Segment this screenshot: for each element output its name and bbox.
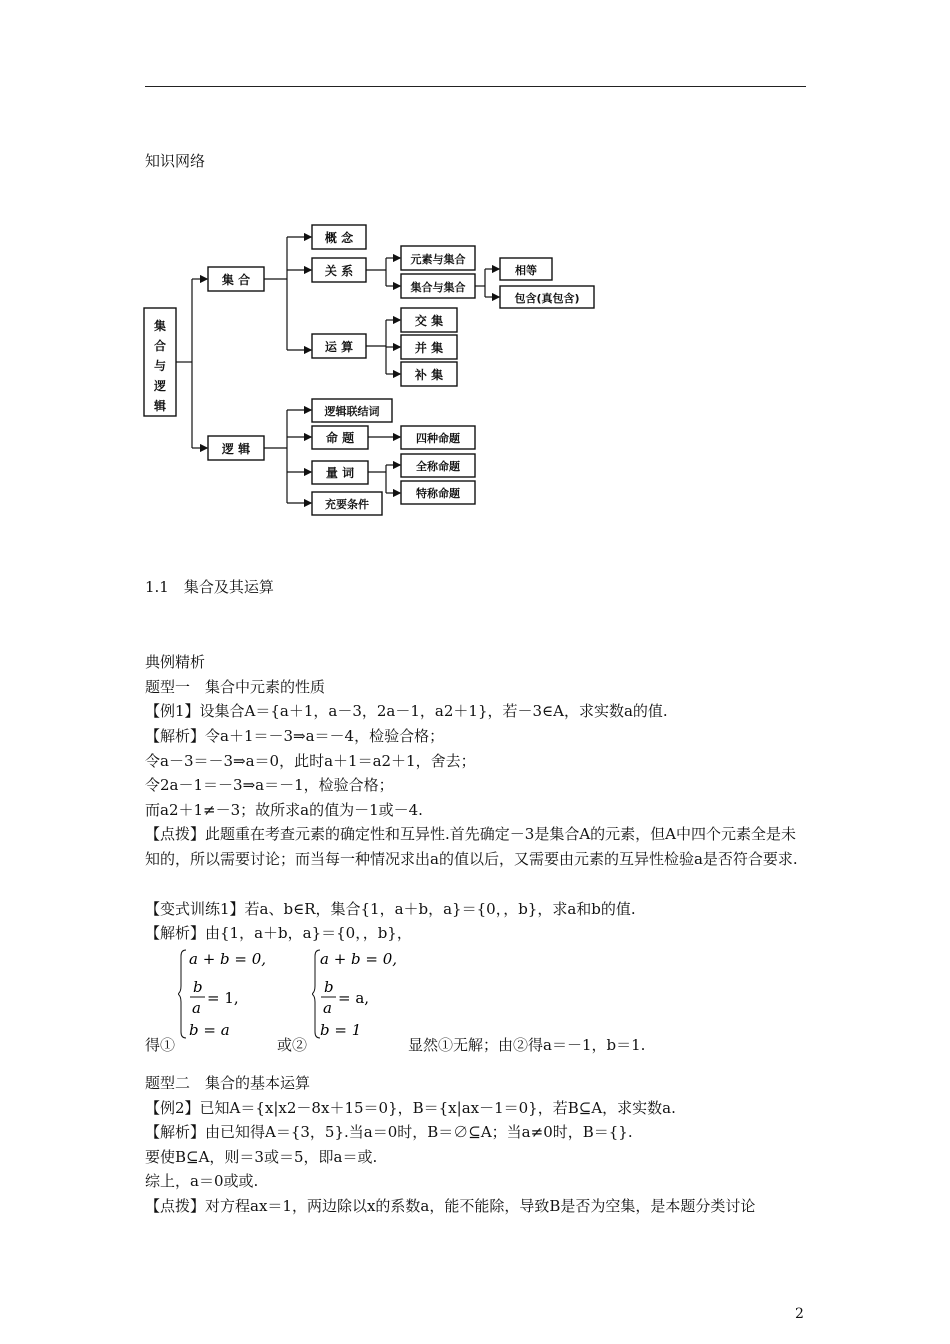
page-number: 2 [795,1306,804,1322]
knowledge-diagram [140,218,610,523]
note-2: 【点拨】对方程ax＝1，两边除以x的系数a，能不能除，导致B是否为空集，是本题分类讨论 [145,1197,756,1215]
intersect-label: 交 集 [414,314,444,328]
example-1: 【例1】设集合A＝{a＋1，a－3，2a－1，a2＋1}，若－3∈A，求实数a的值. [145,702,668,720]
solution-1-line-4: 而a2＋1≠－3；故所求a的值为－1或－4. [145,801,423,819]
set-set-label: 集合与集合 [410,281,466,294]
root-char-5: 辑 [153,399,167,413]
note-1: 【点拨】此题重在考查元素的确定性和互异性.首先确定－3是集合A的元素，但A中四个元素全是未知的，所以需要讨论；而当每一种情况求出a的值以后，又需要由元素的互异性检验a是否符合要求. [145,825,798,868]
get-1-label: 得① [145,1036,176,1054]
union-label: 并 集 [414,341,444,355]
sys2-line-1: a + b = 0, [320,950,398,968]
quantifier-label: 量 词 [325,466,355,480]
condition-label: 充要条件 [325,498,369,511]
equation-system-1 [178,946,278,1050]
logic-label: 逻 辑 [221,442,251,456]
contain-label: 包含(真包含) [514,292,580,305]
sys1-rhs: = 1, [207,989,239,1007]
sys2-rhs: = a, [338,989,370,1007]
root-char-1: 集 [153,319,167,333]
root-char-3: 与 [153,359,167,373]
type2-heading: 题型二 集合的基本运算 [145,1074,311,1092]
solution-1-line-3: 令2a－1＝－3⇒a＝－1，检验合格； [145,776,394,794]
solution-2-line-2: 要使B⊆A，则＝3或＝5，即a＝或. [145,1148,378,1166]
sys1-denominator: a [192,999,201,1017]
existential-label: 特称命题 [416,487,460,500]
relation-label: 关 系 [324,264,354,278]
sys1-line-3: b = a [189,1021,230,1039]
complement-label: 补 集 [414,368,444,382]
sys2-line-3: b = 1 [320,1021,362,1039]
sys1-numerator: b [193,978,203,996]
solution-1-line-1: 【解析】令a＋1＝－3⇒a＝－4，检验合格； [145,727,445,745]
universal-label: 全称命题 [416,460,460,473]
elem-set-label: 元素与集合 [410,253,466,266]
proposition-label: 命 题 [325,431,355,445]
set-label: 集 合 [221,273,251,287]
header-rule [145,86,806,87]
operation-label: 运 算 [324,340,354,354]
root-char-2: 合 [153,339,167,353]
solution-1-line-2: 令a－3＝－3⇒a＝0，此时a＋1＝a2＋1，舍去； [145,752,476,770]
solution-2-line-3: 综上，a＝0或或. [145,1172,259,1190]
sys1-line-1: a + b = 0, [189,950,267,968]
solution-2-line-1: 【解析】由已知得A＝{3，5}.当a＝0时，B＝∅⊆A；当a≠0时，B＝{}. [145,1123,633,1141]
section-title: 知识网络 [145,152,206,170]
sys2-denominator: a [323,999,332,1017]
sys2-numerator: b [324,978,334,996]
variant-1: 【变式训练1】若a、b∈R，集合{1，a＋b，a}＝{0，，b}，求a和b的值. [145,900,636,918]
connective-label: 逻辑联结词 [324,405,380,418]
conclusion: 显然①无解；由②得a＝－1，b＝1. [408,1036,646,1054]
concept-label: 概 念 [324,231,354,245]
heading-1-1: 1.1 集合及其运算 [145,578,274,596]
variant-1-solution: 【解析】由{1，a＋b，a}＝{0，，b}， [145,924,412,942]
type1-heading: 题型一 集合中元素的性质 [145,678,326,696]
equation-system-2 [312,946,412,1050]
or-2-label: 或② [277,1036,308,1054]
root-char-4: 逻 [153,379,167,393]
examples-title: 典例精析 [145,653,206,671]
example-2: 【例2】已知A＝{x|x2－8x＋15＝0}，B＝{x|ax－1＝0}，若B⊆A，求实数a. [145,1099,676,1117]
four-prop-label: 四种命题 [416,432,460,445]
equal-label: 相等 [515,264,537,277]
